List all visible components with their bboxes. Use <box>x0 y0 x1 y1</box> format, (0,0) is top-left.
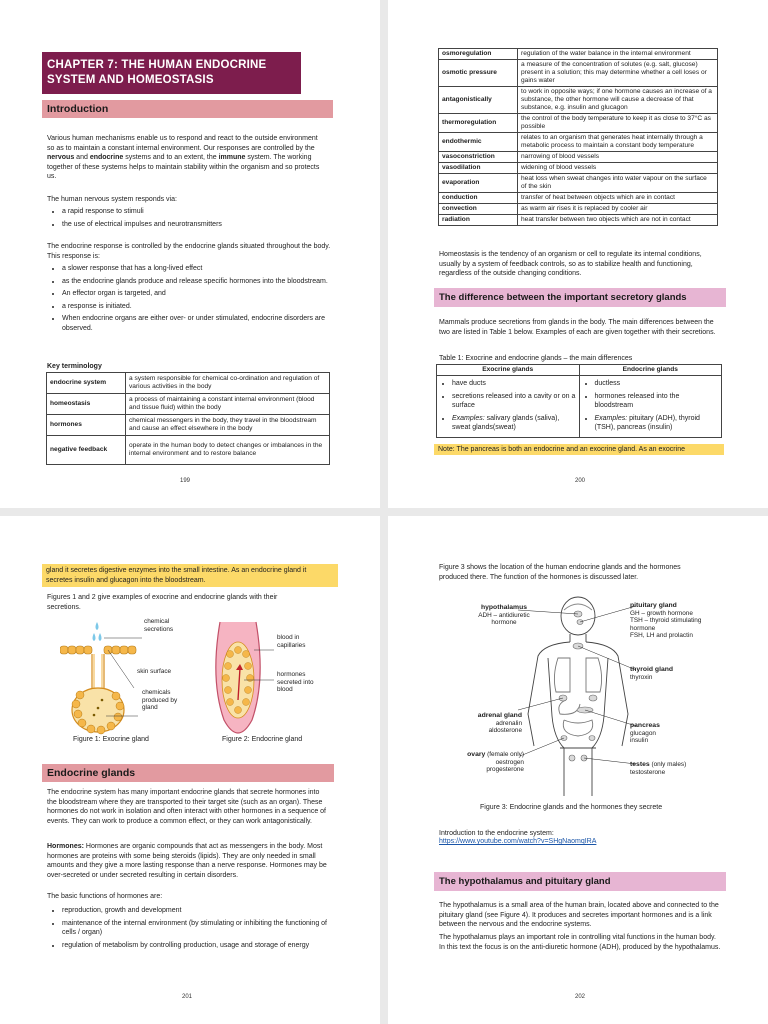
figure2-caption: Figure 2: Endocrine gland <box>222 736 303 743</box>
table-row: vasodilation widening of blood vessels <box>439 163 718 174</box>
note-continued: gland it secretes digestive enzymes into the small intestine. As an endocrine gland it secretes insulin and glucagon into the bloodstream. <box>42 564 338 587</box>
table-header-row <box>437 365 722 376</box>
list-item: • Examples: salivary glands (saliva), sweat glands(sweat) <box>452 414 576 433</box>
page-number: 200 <box>575 478 586 484</box>
table-row: negative feedback operate in the human body to detect changes or imbalances in the internal environment and to restore balance <box>47 436 330 465</box>
table-row: osmotic pressure a measure of the concentration of solutes (e.g. salt, glucose) present in a solution; this may determine whether a cell loses or gains water <box>439 60 718 87</box>
label-hormones-secreted: hormones secreted into blood <box>277 671 314 694</box>
figures-intro: Figures 1 and 2 give examples of exocrine and endocrine glands with their secretions. <box>47 594 278 611</box>
table-row: endothermic relates to an organism that generates heat internally through a metabolic process to maintain a constant body temperature <box>439 133 718 152</box>
examples-label: Examples: <box>452 414 485 422</box>
label-chemicals-produced: chemicals produced by gland <box>142 689 178 712</box>
table1-caption: Table 1: Exocrine and endocrine glands – the main differences <box>439 355 633 362</box>
exocrine-gland-figure <box>60 620 220 738</box>
terms-table-continued <box>438 48 718 226</box>
table-row: radiation heat transfer between two objects which are not in contact <box>439 215 718 226</box>
page-number: 201 <box>182 994 193 1000</box>
table-row: conduction transfer of heat between objects which are in contact <box>439 193 718 204</box>
nervous-list <box>38 207 352 232</box>
endocrine-lead: The endocrine response is controlled by the endocrine glands situated throughout the body. This response is: <box>47 243 331 260</box>
table-row: homeostasis a process of maintaining a constant internal environment (blood and tissue fluid) within the body <box>47 394 330 415</box>
column-header: Endocrine glands <box>579 365 722 376</box>
label-blood-capillaries: blood in capillaries <box>277 634 306 649</box>
list-item: • a response is initiated. <box>62 302 342 312</box>
functions-lead: The basic functions of hormones are: <box>47 893 163 900</box>
page-201 <box>0 516 380 1024</box>
list-item: • have ducts <box>452 379 576 389</box>
list-item: • secretions released into a cavity or on a surface <box>452 392 576 411</box>
label-thyroid: thyroid gland thyroxin <box>630 666 674 681</box>
body-drawing <box>528 597 628 796</box>
exocrine-gland-drawing <box>60 622 142 734</box>
intro-heading: Introduction <box>42 100 333 118</box>
label-pancreas: pancreas glucagon insulin <box>630 722 660 745</box>
list-item: • Examples: pituitary (ADH), thyroid (TSH), pancreas (insulin) <box>595 414 719 433</box>
glands-paragraph: The endocrine system has many important endocrine glands that secrete hormones into the bloodstream where they are transported to their target site (such as an organ). These hormones do not work in isolation and often interact with other hormones in a sequence of events. They can work to produce a common effect, or they can work antagonistically. <box>47 789 326 825</box>
table-row: endocrine system a system responsible for chemical co-ordination and regulation of various activities in the body <box>47 373 330 394</box>
list-item: • reproduction, growth and development <box>62 906 342 916</box>
label-adrenal: adrenal gland adrenalin aldosterone <box>477 712 522 735</box>
table-row: evaporation heat loss when sweat changes into water vapour on the surface of the skin <box>439 174 718 193</box>
column-header: Exocrine glands <box>437 365 580 376</box>
key-terms-table <box>46 372 330 465</box>
list-item: • When endocrine organs are either over- or under stimulated, endocrine disorders are observed. <box>62 314 342 333</box>
page-number: 199 <box>180 478 191 484</box>
examples-label: Examples: <box>594 414 628 422</box>
page-199 <box>0 0 380 508</box>
label-hypothalamus: hypothalamus ADH – antidiuretic hormone <box>478 604 530 627</box>
nervous-lead: The human nervous system responds via: <box>47 196 177 203</box>
list-item: • as the endocrine glands produce and release specific hormones into the bloodstream. <box>62 277 342 287</box>
table-row: thermoregulation the control of the body temperature to keep it as close to 37°C as possible <box>439 114 718 133</box>
table-row: osmoregulation regulation of the water balance in the internal environment <box>439 49 718 60</box>
page-202 <box>388 516 768 1024</box>
endocrine-list <box>38 264 342 336</box>
exocrine-endocrine-table <box>436 364 722 438</box>
page-number: 202 <box>575 994 586 1000</box>
glands-heading: Endocrine glands <box>42 764 334 782</box>
figure3-caption: Figure 3: Endocrine glands and the hormones they secrete <box>480 804 663 811</box>
endocrine-gland-drawing <box>216 622 274 733</box>
label-pituitary: pituitary gland GH – growth hormone TSH – thyroid stimulating hormone FSH, LH and prolactin <box>630 602 702 640</box>
key-terms-heading: Key terminology <box>47 363 102 370</box>
secretory-paragraph: Mammals produce secretions from glands in the body. The main differences between the two are listed in Table 1 below. Examples of each are given together with their secretions. <box>439 319 716 336</box>
list-item: • a slower response that has a long-lived effect <box>62 264 342 274</box>
list-item: • regulation of metabolism by controlling production, usage and storage of energy <box>62 941 342 951</box>
table-row: antagonistically to work in opposite ways; if one hormone causes an increase of a substance, the other hormone will cause a decrease of that substance, e.g. insulin and glucagon <box>439 87 718 114</box>
label-chemical-secretions: chemical secretions <box>144 618 174 633</box>
video-link[interactable]: https://www.youtube.com/watch?v=SHgNaomqIRA <box>439 838 597 845</box>
hormones-paragraph: Hormones: Hormones are organic compounds that act as messengers in the body. Most hormones are proteins with some being steroids (lipids). They are only needed in small amounts and they give a more lasting response than a nerve response. Hormones may be over-secreted or under secreted resulting in certain disorders. <box>47 843 327 879</box>
label-ovary: ovary (female only) oestrogen progesterone <box>467 751 524 774</box>
list-item: • ductless <box>595 379 719 389</box>
hp-paragraph-2: The hypothalamus plays an important role in controlling vital functions in the human body. In this text the focus is on the anti-diuretic hormone (ADH), produced by the hypothalamus. <box>439 934 721 951</box>
table-row: convection as warm air rises it is replaced by cooler air <box>439 204 718 215</box>
label-skin-surface: skin surface <box>137 668 172 675</box>
secretory-heading: The difference between the important secretory glands <box>434 288 726 307</box>
note-box: Note: The pancreas is both an endocrine and an exocrine gland. As an exocrine <box>434 444 724 455</box>
list-item: • hormones released into the bloodstream <box>595 392 719 411</box>
list-item: • the use of electrical impulses and neurotransmitters <box>62 220 352 230</box>
list-item: • maintenance of the internal environment (by stimulating or inhibiting the functioning of cells / organ) <box>62 919 342 938</box>
endocrine-gland-figure <box>210 620 280 750</box>
label-testes: testes (only males) testosterone <box>630 761 687 776</box>
figure1-caption: Figure 1: Exocrine gland <box>73 736 149 743</box>
table-row: hormones chemical messengers in the body, they travel in the bloodstream and cause an effect elsewhere in the body <box>47 415 330 436</box>
homeostasis-paragraph: Homeostasis is the tendency of an organism or cell to regulate its internal conditions, usually by a system of feedback controls, so as to stabilize health and functioning, regardless of the outside changing conditions. <box>439 251 702 277</box>
hp-paragraph-1: The hypothalamus is a small area of the human brain, located above and connected to the pituitary gland (see Figure 4). It produces and secretes important hormones and is a link between the nervous and the endocrine systems. <box>439 902 719 928</box>
table-row: vasoconstriction narrowing of blood vessels <box>439 152 718 163</box>
hypothalamus-pituitary-heading: The hypothalamus and pituitary gland <box>434 872 726 891</box>
hormones-label: Hormones: <box>47 843 84 850</box>
list-item: • An effector organ is targeted, and <box>62 289 342 299</box>
page-200 <box>388 0 768 508</box>
figure3-intro: Figure 3 shows the location of the human endocrine glands and the hormones produced there. The function of the hormones is discussed later. <box>439 564 681 581</box>
list-item: • a rapid response to stimuli <box>62 207 352 217</box>
functions-list <box>38 906 342 953</box>
table-row <box>437 376 722 438</box>
intro-paragraph: Various human mechanisms enable us to respond and react to the outside environment so as to maintain a constant internal environment. Our responses are controlled by the nervous and endocrine systems and to an extent, the immune system. The working together of these systems helps to maintain stability within the organism and so protects us. <box>47 135 320 180</box>
chapter-title: CHAPTER 7: THE HUMAN ENDOCRINE SYSTEM AND HOMEOSTASIS <box>42 52 301 94</box>
video-intro: Introduction to the endocrine system: <box>439 830 554 837</box>
